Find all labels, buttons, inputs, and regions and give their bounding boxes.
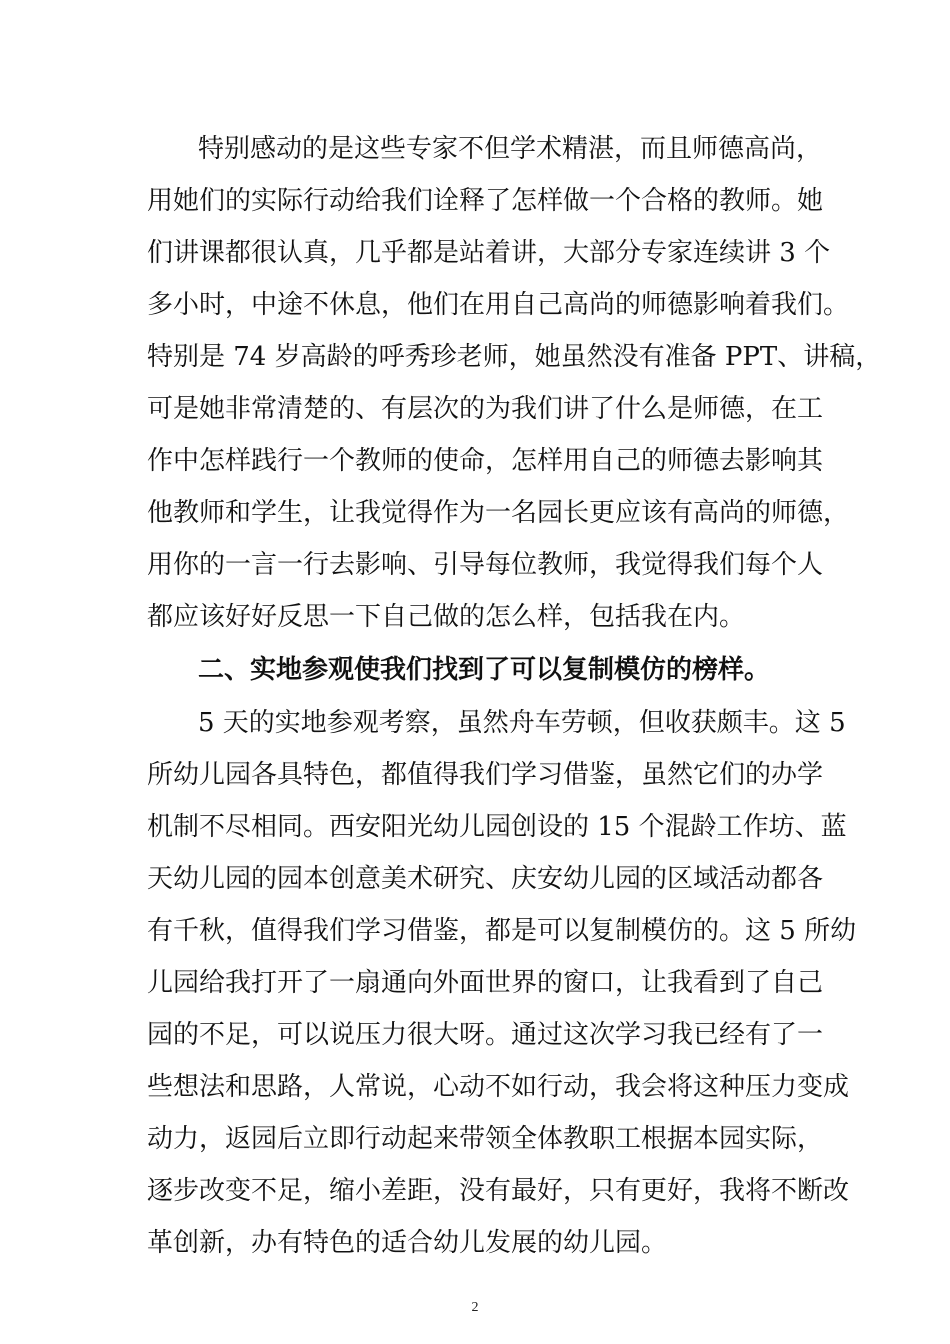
paragraph-line: 特别感动的是这些专家不但学术精湛，而且师德高尚，: [198, 134, 823, 164]
paragraph-line: 多小时，中途不休息，他们在用自己高尚的师德影响着我们。: [147, 290, 850, 320]
paragraph-line: 们讲课都很认真，几乎都是站着讲，大部分专家连续讲 3 个: [147, 238, 831, 268]
paragraph-line: 园的不足，可以说压力很大呀。通过这次学习我已经有了一: [147, 1020, 824, 1050]
paragraph-line: 特别是 74 岁高龄的呼秀珍老师，她虽然没有准备 PPT、讲稿，: [147, 342, 882, 372]
paragraph-line: 用你的一言一行去影响、引导每位教师，我觉得我们每个人: [147, 550, 824, 580]
paragraph-line: 都应该好好反思一下自己做的怎么样，包括我在内。: [147, 602, 746, 632]
paragraph-line: 他教师和学生，让我觉得作为一名园长更应该有高尚的师德，: [147, 498, 850, 528]
paragraph-line: 动力，返园后立即行动起来带领全体教职工根据本园实际，: [147, 1124, 824, 1154]
paragraph-line: 逐步改变不足，缩小差距，没有最好，只有更好，我将不断改: [147, 1176, 850, 1206]
page-number: 2: [471, 1300, 479, 1315]
section-heading: 二、实地参观使我们找到了可以复制模仿的榜样。: [198, 655, 771, 685]
paragraph-line: 有千秋，值得我们学习借鉴，都是可以复制模仿的。这 5 所幼: [147, 916, 857, 946]
paragraph-line: 天幼儿园的园本创意美术研究、庆安幼儿园的区域活动都各: [147, 864, 824, 894]
paragraph-line: 可是她非常清楚的、有层次的为我们讲了什么是师德，在工: [147, 394, 824, 424]
paragraph-line: 所幼儿园各具特色，都值得我们学习借鉴，虽然它们的办学: [147, 760, 824, 790]
paragraph-line: 些想法和思路，人常说，心动不如行动，我会将这种压力变成: [147, 1072, 850, 1102]
paragraph-line: 机制不尽相同。西安阳光幼儿园创设的 15 个混龄工作坊、蓝: [147, 812, 847, 842]
paragraph-line: 革创新，办有特色的适合幼儿发展的幼儿园。: [147, 1228, 668, 1258]
paragraph-line: 用她们的实际行动给我们诠释了怎样做一个合格的教师。她: [147, 186, 824, 216]
paragraph-line: 作中怎样践行一个教师的使命，怎样用自己的师德去影响其: [147, 446, 824, 476]
paragraph-line: 儿园给我打开了一扇通向外面世界的窗口，让我看到了自己: [147, 968, 824, 998]
paragraph-line: 5 天的实地参观考察，虽然舟车劳顿，但收获颇丰。这 5: [198, 708, 846, 738]
